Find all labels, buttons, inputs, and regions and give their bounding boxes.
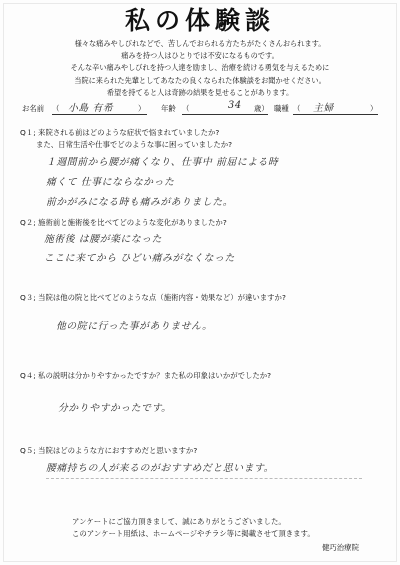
footer-thanks: アンケートにご協力頂きまして、誠にありがとうございました。 bbox=[72, 517, 286, 526]
answer-5-rule bbox=[46, 478, 362, 479]
intro-text bbox=[0, 38, 400, 99]
age-label: 年齢 bbox=[161, 104, 176, 113]
answer-2-line: 施術後 は腰が楽になった bbox=[44, 234, 163, 245]
question-1 bbox=[20, 127, 232, 150]
answer-5-line: 腰痛持ちの人が来るのがおすすめだと思います。 bbox=[46, 463, 275, 474]
answer-1-line: 前かがみになる時も痛みがありました。 bbox=[46, 197, 234, 208]
page-title: 私の体験談 bbox=[124, 6, 275, 35]
intro-line: 様々な痛みやしびれなどで、苦しんでおられる方たちがたくさんおられます。 bbox=[74, 39, 326, 48]
intro-line: 希望を持てると人は奇跡の結果を見せることがあります。 bbox=[106, 87, 294, 97]
age-value: 34 bbox=[228, 100, 242, 111]
intro-line: 当院に来られた先輩としてあなたの良くなられた体験談をお聞かせください。 bbox=[74, 75, 326, 85]
clinic-name: 健巧治療院 bbox=[322, 543, 359, 552]
job-value: 主婦 bbox=[313, 103, 334, 114]
question-1-line: Q１; 来院される前はどのような症状で悩まれていましたか? bbox=[20, 128, 220, 137]
question-5: Q５; 当院はどのような方におすすめだと思いますか? bbox=[20, 446, 198, 455]
answer-2-line: ここに来てから ひどい痛みがなくなった bbox=[44, 253, 235, 264]
job-label: 職種 bbox=[274, 104, 289, 113]
intro-line: 痛みを持つ人はひとりでは不安になるものです。 bbox=[121, 51, 279, 61]
job-underline bbox=[293, 114, 378, 115]
answer-1-line: 痛くて 仕事にならなかった bbox=[46, 177, 175, 188]
age-open-paren: （ bbox=[182, 104, 190, 113]
name-value: 小島 有希 bbox=[68, 103, 114, 114]
name-label: お名前 bbox=[22, 104, 45, 113]
footer-notice: このアンケート用紙は、ホームページやチラシ等に掲載させて頂きます。 bbox=[72, 529, 315, 538]
answer-3-line: 他の院に行った事がありません。 bbox=[56, 321, 213, 332]
name-close-paren: ） bbox=[138, 104, 146, 113]
job-close-paren: ） bbox=[370, 104, 378, 113]
age-unit: 歳） bbox=[254, 104, 269, 113]
name-underline bbox=[52, 114, 147, 115]
question-2: Q２; 施術前と施術後を比べてどのような変化がありましたか? bbox=[20, 218, 227, 227]
job-open-paren: （ bbox=[293, 104, 301, 113]
name-open-paren: （ bbox=[52, 104, 60, 113]
question-1-line: また、日常生活や仕事でどのような事に困っていましたか? bbox=[36, 139, 233, 149]
intro-line: そんな辛い痛みやしびれを持つ人達を励まし、治療を続ける勇気を与えるために bbox=[70, 63, 330, 73]
question-4: Q４; 私の説明は分かりやすかったですか？また私の印象はいかがでしたか? bbox=[20, 371, 272, 380]
question-3: Q３; 当院は他の院と比べてどのような点（施術内容・効果など）が違いますか? bbox=[20, 293, 286, 302]
answer-1-line: １週間前から腰が痛くなり、仕事中 前屈による時 bbox=[46, 157, 279, 168]
age-underline bbox=[182, 114, 268, 115]
answer-4-line: 分かりやすかったです。 bbox=[58, 403, 172, 414]
